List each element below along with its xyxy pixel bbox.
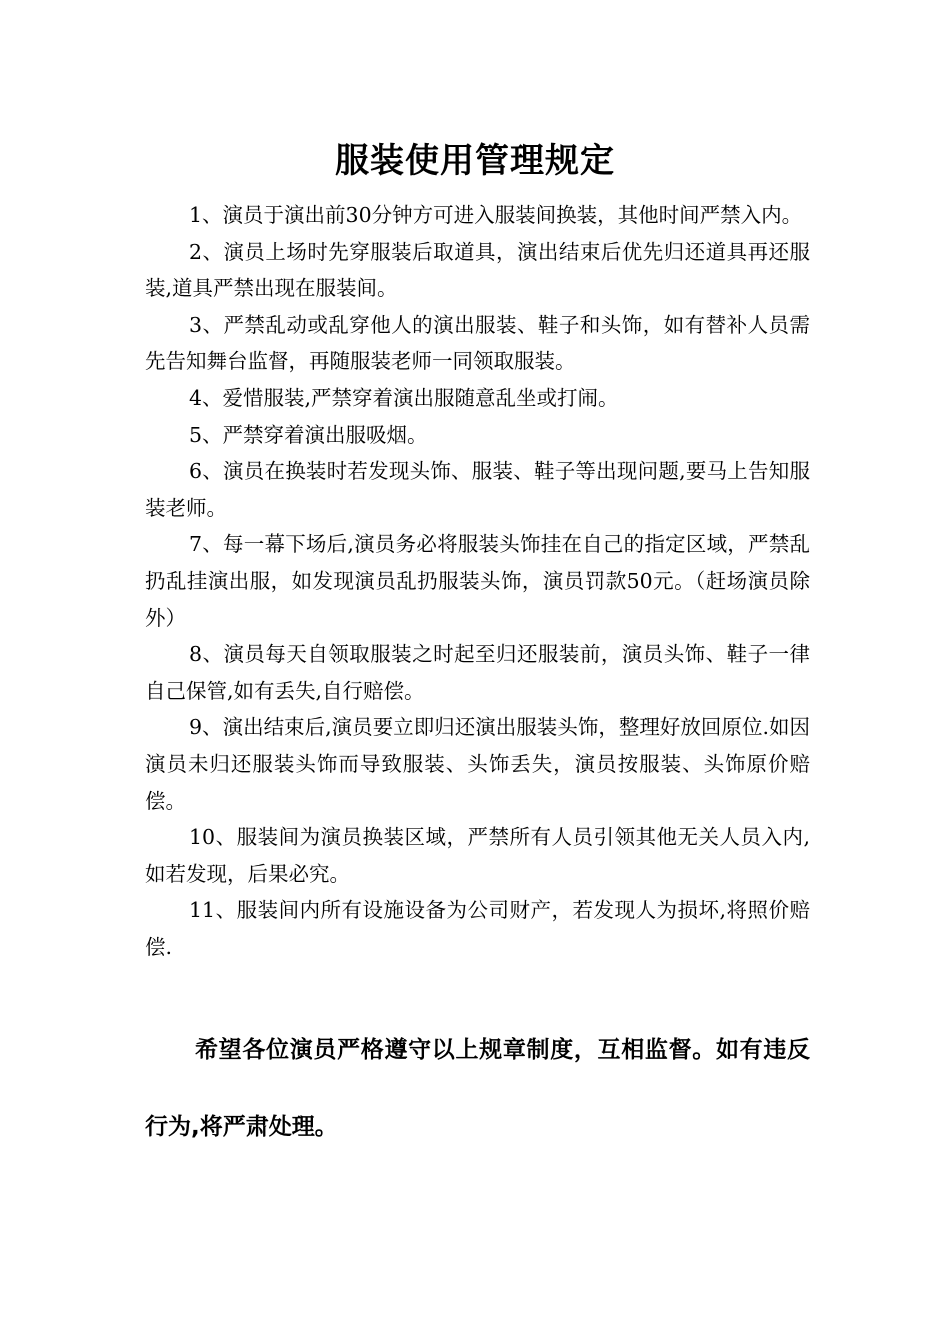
rule-item-7: 7、每一幕下场后,演员务必将服装头饰挂在自己的指定区域，严禁乱扔乱挂演出服，如发现演员乱扔服装头饰，演员罚款50元。（赶场演员除外） (145, 532, 810, 630)
rule-item-2: 2、演员上场时先穿服装后取道具，演出结束后优先归还道具再还服装,道具严禁出现在服装间。 (145, 239, 810, 301)
rule-item-4: 4、爱惜服装,严禁穿着演出服随意乱坐或打闹。 (189, 385, 619, 410)
rule-item-1: 1、演员于演出前30分钟方可进入服装间换装，其他时间严禁入内。 (189, 203, 803, 227)
rule-item-11: 11、服装间内所有设施设备为公司财产，若发现人为损坏,将照价赔偿. (145, 898, 810, 959)
rule-item-8: 8、演员每天自领取服装之时起至归还服装前，演员头饰、鞋子一律自己保管,如有丢失,自行赔偿。 (145, 642, 810, 703)
rule-item-10: 10、服装间为演员换装区域，严禁所有人员引领其他无关人员入内,如若发现，后果必究。 (145, 825, 810, 886)
document-title: 服装使用管理规定 (335, 141, 615, 181)
rule-item-5: 5、严禁穿着演出服吸烟。 (189, 422, 428, 447)
rule-item-3: 3、严禁乱动或乱穿他人的演出服装、鞋子和头饰，如有替补人员需先告知舞台监督，再随服装老师一同领取服装。 (145, 312, 810, 374)
rule-item-6: 6、演员在换装时若发现头饰、服装、鞋子等出现问题,要马上告知服装老师。 (145, 459, 810, 520)
rule-item-9: 9、演出结束后,演员要立即归还演出服装头饰，整理好放回原位.如因演员未归还服装头饰而导致服装、头饰丢失，演员按服装、头饰原价赔偿。 (145, 715, 810, 813)
rules-list (145, 197, 810, 965)
closing-statement: 希望各位演员严格遵守以上规章制度，互相监督。如有违反行为,将严肃处理。 (145, 1037, 810, 1140)
